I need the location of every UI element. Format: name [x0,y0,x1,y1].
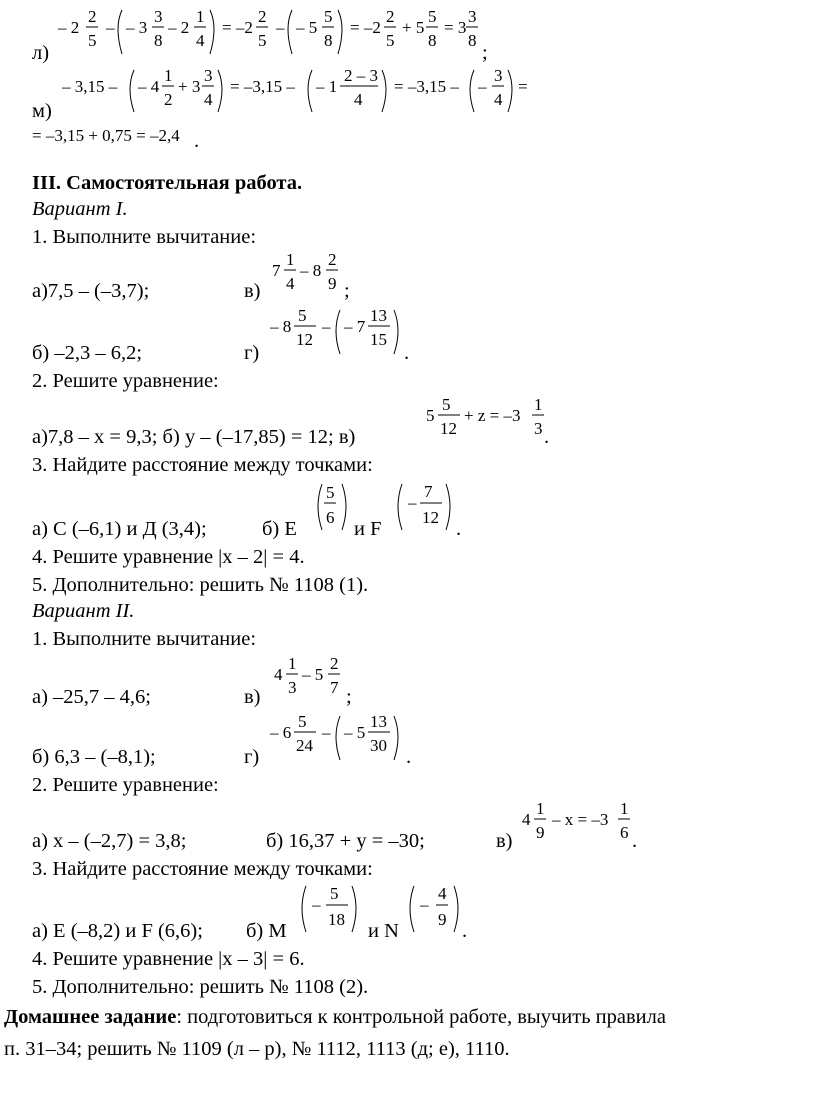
svg-text:= –2: = –2 [222,18,253,37]
homework-label: Домашнее задание [4,1006,177,1028]
svg-text:15: 15 [370,330,387,349]
svg-text:5: 5 [88,31,97,50]
v2-task1-g-end: . [406,746,412,768]
svg-text:– 4: – 4 [138,77,160,96]
v1-task1-g-label: г) [244,342,260,364]
v1-task1-g-formula [270,304,410,360]
v2-task2-v-formula [522,798,632,848]
v1-task1-v-label: в) [244,280,261,302]
svg-text:6: 6 [620,823,629,842]
v1-task1-b: б) –2,3 – 6,2; [32,342,143,364]
svg-text:– 1: – 1 [316,77,338,96]
v1-task3: 3. Найдите расстояние между точками: [32,454,373,476]
svg-text:3: 3 [534,419,543,438]
v2-task1-g-label: г) [244,746,260,768]
homework-text1: : подготовиться к контрольной работе, выучить правила [176,1006,666,1028]
svg-text:– 5: – 5 [344,723,366,742]
svg-text:–: – [478,77,487,96]
svg-text:9: 9 [536,823,545,842]
svg-text:5: 5 [428,7,437,26]
svg-text:–: – [408,493,417,512]
svg-text:– 3: – 3 [126,18,148,37]
svg-text:– 2: – 2 [58,18,80,37]
svg-text:– 2: – 2 [168,18,190,37]
svg-text:13: 13 [370,306,387,325]
svg-text:8: 8 [324,31,333,50]
svg-text:= –3,15 –: = –3,15 – [230,77,295,96]
svg-text:8: 8 [468,31,477,50]
svg-text:+ z = –3: + z = –3 [464,406,521,425]
svg-text:– 8: – 8 [300,261,322,280]
svg-text:5: 5 [442,395,451,414]
v2-task1-v-label: в) [244,686,261,708]
svg-text:7: 7 [424,482,433,501]
svg-text:2: 2 [258,7,267,26]
item-l-semicolon: ; [482,42,488,64]
v2-task2-end: . [632,830,638,852]
svg-text:=: = [518,77,528,96]
v1-task5: 5. Дополнительно: решить № 1108 (1). [32,574,369,596]
v2-task4: 4. Решите уравнение |x – 3| = 6. [32,948,305,970]
svg-text:+ 5: + 5 [402,18,425,37]
v2-point-n-formula [406,882,466,938]
v2-task1-v-formula [274,654,354,704]
v1-task3-a: а) С (–6,1) и Д (3,4); [32,518,207,540]
svg-text:4: 4 [274,665,283,684]
v2-task3-b: б) М [246,920,287,942]
svg-text:5: 5 [258,31,267,50]
svg-text:1: 1 [536,799,545,818]
v2-task1-b: б) 6,3 – (–8,1); [32,746,156,768]
svg-text:– 5: – 5 [296,18,318,37]
v2-task1: 1. Выполните вычитание: [32,628,257,650]
svg-text:– 3,15 –: – 3,15 – [62,77,118,96]
svg-text:4: 4 [438,884,447,903]
svg-text:4: 4 [286,274,295,293]
item-m-dot: . [194,130,200,152]
svg-text:2: 2 [88,7,97,26]
v1-task2-v-formula [426,394,556,444]
svg-text:– 6: – 6 [270,723,292,742]
svg-text:2: 2 [328,250,337,269]
svg-text:12: 12 [440,419,457,438]
homework-line1 [4,1004,666,1030]
svg-text:2: 2 [164,90,173,109]
svg-text:5: 5 [298,712,307,731]
v1-point-e-formula [314,480,354,536]
svg-text:5: 5 [298,306,307,325]
svg-text:7: 7 [330,678,339,697]
v1-task3-end: . [456,518,462,540]
svg-text:– 5: – 5 [302,665,324,684]
v1-task3-b: б) Е [262,518,297,540]
svg-text:–: – [420,895,429,914]
svg-text:7: 7 [272,261,281,280]
svg-text:1: 1 [620,799,629,818]
formula-l [58,2,498,62]
v2-task3-and: и N [368,920,399,942]
svg-text:5: 5 [426,406,435,425]
svg-text:= 3: = 3 [444,18,467,37]
svg-text:3: 3 [204,66,213,85]
svg-text:1: 1 [534,395,543,414]
v2-task2-a: а) x – (–2,7) = 3,8; [32,830,187,852]
svg-text:30: 30 [370,736,387,755]
svg-text:2 – 3: 2 – 3 [344,66,378,85]
v1-task2-end: . [544,426,550,448]
homework-line2: п. 31–34; решить № 1109 (л – р), № 1112, 1113 (д; е), 1110. [4,1038,510,1060]
svg-text:+ 3: + 3 [178,77,201,96]
svg-text:4: 4 [354,90,363,109]
svg-text:4: 4 [196,31,205,50]
svg-text:3: 3 [494,66,503,85]
v2-point-m-formula [298,882,362,938]
v2-task3-a: а) Е (–8,2) и F (6,6); [32,920,203,942]
svg-text:8: 8 [154,31,163,50]
svg-text:= –2: = –2 [350,18,381,37]
svg-text:= –3,15 + 0,75 = –2,4: = –3,15 + 0,75 = –2,4 [32,126,180,145]
svg-text:18: 18 [328,910,345,929]
svg-text:3: 3 [288,678,297,697]
item-m-label: м) [32,100,52,122]
svg-text:5: 5 [326,483,335,502]
svg-text:4: 4 [522,810,531,829]
variant2-title: Вариант II. [32,600,135,622]
v2-task5: 5. Дополнительно: решить № 1108 (2). [32,976,369,998]
svg-text:–: – [322,317,331,336]
svg-text:12: 12 [422,508,439,527]
svg-text:6: 6 [326,508,335,527]
v1-task1-v-end: ; [344,280,350,302]
svg-text:1: 1 [196,7,205,26]
v1-task2: 2. Решите уравнение: [32,370,219,392]
svg-text:2: 2 [330,654,339,673]
v1-task1-g-end: . [404,342,410,364]
v2-task3-end: . [462,920,468,942]
section-title: III. Самостоятельная работа. [32,172,303,194]
svg-text:1: 1 [286,250,295,269]
v1-point-f-formula [394,480,458,536]
svg-text:–: – [276,18,285,37]
svg-text:– x = –3: – x = –3 [552,810,609,829]
svg-text:9: 9 [328,274,337,293]
v2-task3: 3. Найдите расстояние между точками: [32,858,373,880]
svg-text:1: 1 [288,654,297,673]
v2-task2-v-label: в) [496,830,513,852]
svg-text:1: 1 [164,66,173,85]
svg-text:= –3,15 –: = –3,15 – [394,77,459,96]
svg-text:13: 13 [370,712,387,731]
svg-text:–: – [106,18,115,37]
item-l-label: л) [32,42,50,64]
v2-task2-b: б) 16,37 + y = –30; [266,830,425,852]
svg-text:12: 12 [296,330,313,349]
formula-m [62,64,528,120]
v2-task1-a: а) –25,7 – 4,6; [32,686,151,708]
svg-text:3: 3 [154,7,163,26]
svg-text:2: 2 [386,7,395,26]
svg-text:9: 9 [438,910,447,929]
svg-text:4: 4 [204,90,213,109]
v2-task2: 2. Решите уравнение: [32,774,219,796]
svg-text:– 8: – 8 [270,317,292,336]
v1-task1-v-formula [272,250,352,300]
v1-task1-a: а)7,5 – (–3,7); [32,280,150,302]
svg-text:–: – [312,895,321,914]
v1-task1: 1. Выполните вычитание: [32,226,257,248]
svg-text:5: 5 [386,31,395,50]
formula-m-continued [32,124,232,148]
svg-text:–: – [322,723,331,742]
variant1-title: Вариант I. [32,198,128,220]
svg-text:3: 3 [468,7,477,26]
v2-task1-g-formula [270,710,410,766]
svg-text:– 7: – 7 [344,317,366,336]
svg-text:4: 4 [494,90,503,109]
svg-text:24: 24 [296,736,313,755]
svg-text:5: 5 [324,7,333,26]
v1-task3-and: и F [354,518,382,540]
svg-text:8: 8 [428,31,437,50]
v1-task2-line: а)7,8 – x = 9,3; б) y – (–17,85) = 12; в) [32,426,356,448]
v1-task4: 4. Решите уравнение |x – 2| = 4. [32,546,305,568]
v2-task1-v-end: ; [346,686,352,708]
svg-text:5: 5 [330,884,339,903]
